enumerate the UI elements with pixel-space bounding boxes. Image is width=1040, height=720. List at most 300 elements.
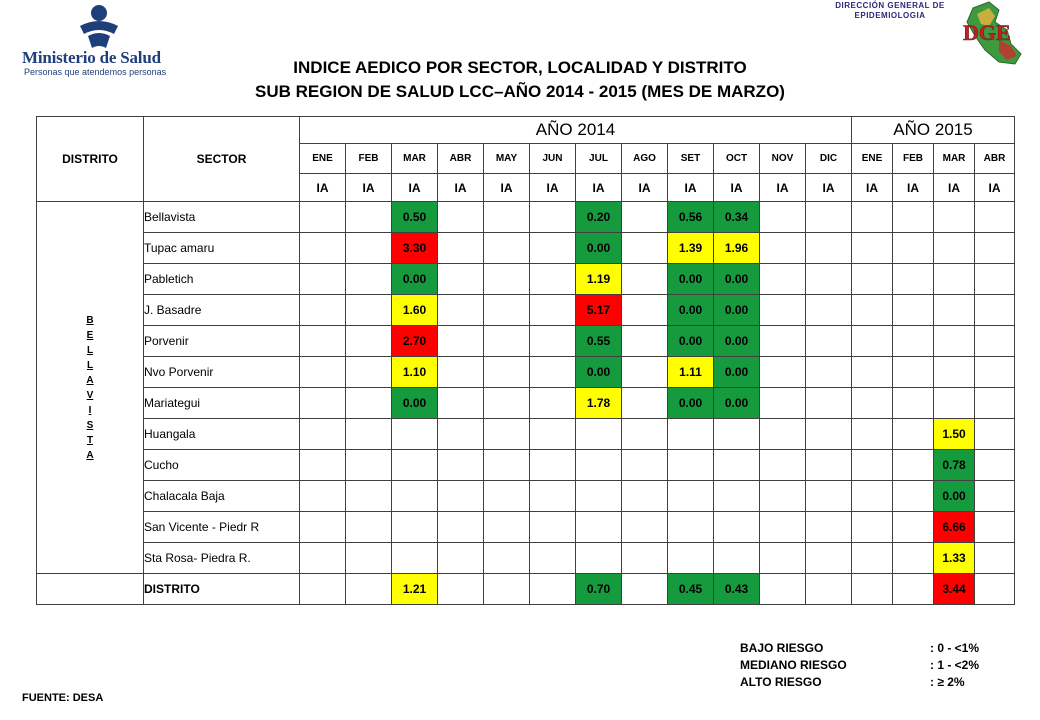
legend-label: ALTO RIESGO xyxy=(740,675,822,689)
ia-header: IA xyxy=(346,174,392,202)
sector-name: J. Basadre xyxy=(144,295,300,326)
index-value-cell xyxy=(576,450,622,481)
page-title: INDICE AEDICO POR SECTOR, LOCALIDAD Y DISTRITO xyxy=(293,58,747,77)
index-value-cell xyxy=(576,543,622,574)
ia-header: IA xyxy=(530,174,576,202)
legend-row xyxy=(740,674,979,691)
index-value-cell xyxy=(530,419,576,450)
index-value-cell xyxy=(714,543,760,574)
month-header: MAY xyxy=(484,144,530,174)
index-value-cell xyxy=(934,326,975,357)
index-value-cell xyxy=(668,543,714,574)
index-value-cell xyxy=(668,450,714,481)
index-value-cell xyxy=(346,357,392,388)
legend-row xyxy=(740,640,979,657)
index-value-cell xyxy=(852,388,893,419)
month-header: ABR xyxy=(438,144,484,174)
index-value-cell xyxy=(438,295,484,326)
index-value-cell xyxy=(346,388,392,419)
index-value-cell: 3.44 xyxy=(934,574,975,605)
month-header: FEB xyxy=(893,144,934,174)
index-value-cell xyxy=(893,233,934,264)
month-header: ENE xyxy=(852,144,893,174)
legend-label: MEDIANO RIESGO xyxy=(740,658,847,672)
sector-name: Porvenir xyxy=(144,326,300,357)
table-row xyxy=(37,233,1015,264)
index-value-cell: 2.70 xyxy=(392,326,438,357)
index-value-cell xyxy=(806,295,852,326)
index-value-cell xyxy=(622,481,668,512)
index-value-cell xyxy=(300,202,346,233)
index-value-cell: 6.66 xyxy=(934,512,975,543)
index-value-cell xyxy=(484,264,530,295)
table-row xyxy=(37,326,1015,357)
table-row xyxy=(37,512,1015,543)
index-value-cell xyxy=(300,574,346,605)
table-row xyxy=(37,202,1015,233)
index-value-cell: 0.00 xyxy=(668,295,714,326)
sector-name: Mariategui xyxy=(144,388,300,419)
index-value-cell xyxy=(714,419,760,450)
index-value-cell xyxy=(438,450,484,481)
index-value-cell xyxy=(975,233,1015,264)
index-value-cell xyxy=(760,419,806,450)
index-value-cell xyxy=(438,574,484,605)
index-value-cell xyxy=(760,202,806,233)
index-value-cell xyxy=(893,295,934,326)
index-value-cell xyxy=(760,574,806,605)
index-value-cell xyxy=(622,357,668,388)
index-value-cell xyxy=(438,326,484,357)
index-value-cell xyxy=(392,512,438,543)
index-value-cell xyxy=(893,357,934,388)
district-letter: B xyxy=(86,314,94,326)
district-total-blank xyxy=(37,574,144,605)
index-value-cell xyxy=(530,264,576,295)
index-value-cell xyxy=(530,388,576,419)
index-value-cell xyxy=(622,264,668,295)
index-value-cell xyxy=(622,388,668,419)
index-value-cell: 1.60 xyxy=(392,295,438,326)
month-header: MAR xyxy=(392,144,438,174)
month-header: ABR xyxy=(975,144,1015,174)
ia-header: IA xyxy=(300,174,346,202)
index-value-cell xyxy=(530,512,576,543)
index-value-cell: 0.55 xyxy=(576,326,622,357)
index-value-cell xyxy=(852,264,893,295)
ia-header: IA xyxy=(668,174,714,202)
page-subtitle: SUB REGION DE SALUD LCC–AÑO 2014 - 2015 (MES DE MARZO) xyxy=(255,82,785,101)
index-value-cell xyxy=(852,295,893,326)
ministry-tagline: Personas que atendemos personas xyxy=(24,67,167,77)
month-header: AGO xyxy=(622,144,668,174)
sector-name: Pabletich xyxy=(144,264,300,295)
index-value-cell: 0.00 xyxy=(668,388,714,419)
year-2014-header: AÑO 2014 xyxy=(300,117,852,144)
index-value-cell xyxy=(438,264,484,295)
month-header: MAR xyxy=(934,144,975,174)
index-value-cell xyxy=(346,202,392,233)
index-value-cell xyxy=(806,326,852,357)
index-value-cell xyxy=(760,450,806,481)
index-value-cell xyxy=(714,481,760,512)
index-value-cell xyxy=(300,326,346,357)
index-value-cell xyxy=(622,512,668,543)
sector-name: Sta Rosa- Piedra R. xyxy=(144,543,300,574)
index-value-cell xyxy=(300,512,346,543)
index-value-cell xyxy=(893,512,934,543)
index-value-cell: 0.45 xyxy=(668,574,714,605)
district-letter: A xyxy=(86,374,94,386)
month-header: NOV xyxy=(760,144,806,174)
index-value-cell xyxy=(346,512,392,543)
index-value-cell xyxy=(934,202,975,233)
index-value-cell xyxy=(530,450,576,481)
index-value-cell xyxy=(934,264,975,295)
index-value-cell xyxy=(530,574,576,605)
index-value-cell xyxy=(760,512,806,543)
index-value-cell xyxy=(346,326,392,357)
index-value-cell: 0.56 xyxy=(668,202,714,233)
index-value-cell xyxy=(484,481,530,512)
index-value-cell xyxy=(438,202,484,233)
index-value-cell: 0.00 xyxy=(714,388,760,419)
index-value-cell: 0.00 xyxy=(668,264,714,295)
index-value-cell xyxy=(346,295,392,326)
index-value-cell: 1.96 xyxy=(714,233,760,264)
index-value-cell xyxy=(668,419,714,450)
index-value-cell xyxy=(300,419,346,450)
index-value-cell xyxy=(852,419,893,450)
index-value-cell: 1.50 xyxy=(934,419,975,450)
index-value-cell xyxy=(760,233,806,264)
index-value-cell xyxy=(714,512,760,543)
ia-header: IA xyxy=(392,174,438,202)
table-row xyxy=(37,481,1015,512)
index-value-cell xyxy=(346,264,392,295)
table-row xyxy=(37,264,1015,295)
index-value-cell xyxy=(806,419,852,450)
index-value-cell: 0.50 xyxy=(392,202,438,233)
ia-header: IA xyxy=(934,174,975,202)
district-name-vertical xyxy=(37,202,144,574)
index-value-cell xyxy=(622,574,668,605)
index-value-cell xyxy=(975,326,1015,357)
month-header: SET xyxy=(668,144,714,174)
ia-header: IA xyxy=(893,174,934,202)
index-value-cell xyxy=(852,450,893,481)
index-value-cell: 0.00 xyxy=(392,388,438,419)
ia-header: IA xyxy=(576,174,622,202)
dge-mark-text: DGE xyxy=(963,20,1011,45)
index-value-cell xyxy=(484,543,530,574)
month-header: DIC xyxy=(806,144,852,174)
index-value-cell xyxy=(300,357,346,388)
index-value-cell xyxy=(438,512,484,543)
district-letter: I xyxy=(88,404,92,416)
index-value-cell xyxy=(438,419,484,450)
index-value-cell xyxy=(530,295,576,326)
index-value-cell xyxy=(975,202,1015,233)
index-value-cell xyxy=(346,481,392,512)
index-value-cell xyxy=(622,419,668,450)
index-value-cell xyxy=(622,233,668,264)
index-value-cell xyxy=(622,450,668,481)
index-value-cell xyxy=(346,450,392,481)
index-value-cell xyxy=(975,388,1015,419)
index-value-cell xyxy=(975,264,1015,295)
index-value-cell: 1.10 xyxy=(392,357,438,388)
index-value-cell xyxy=(530,481,576,512)
index-value-cell xyxy=(852,574,893,605)
ia-header: IA xyxy=(975,174,1015,202)
district-letter: T xyxy=(86,434,94,446)
district-letter: A xyxy=(86,449,94,461)
index-value-cell: 5.17 xyxy=(576,295,622,326)
index-value-cell xyxy=(484,574,530,605)
index-value-cell xyxy=(806,481,852,512)
index-value-cell xyxy=(893,574,934,605)
index-value-cell xyxy=(760,357,806,388)
index-value-cell: 0.00 xyxy=(714,326,760,357)
table-row xyxy=(37,357,1015,388)
index-value-cell xyxy=(893,419,934,450)
index-value-cell xyxy=(622,543,668,574)
index-value-cell: 0.70 xyxy=(576,574,622,605)
index-value-cell xyxy=(346,543,392,574)
sector-name: Cucho xyxy=(144,450,300,481)
index-value-cell xyxy=(760,481,806,512)
index-value-cell xyxy=(806,450,852,481)
index-value-cell xyxy=(392,419,438,450)
index-value-cell xyxy=(893,481,934,512)
index-value-cell xyxy=(975,450,1015,481)
index-value-cell xyxy=(893,543,934,574)
index-value-cell xyxy=(934,233,975,264)
index-value-cell xyxy=(975,543,1015,574)
index-value-cell xyxy=(392,543,438,574)
dge-caption-line2: EPIDEMIOLOGIA xyxy=(854,11,926,20)
index-value-cell xyxy=(484,419,530,450)
ia-header: IA xyxy=(806,174,852,202)
month-header: FEB xyxy=(346,144,392,174)
index-value-cell xyxy=(576,512,622,543)
index-value-cell xyxy=(346,419,392,450)
index-value-cell xyxy=(484,450,530,481)
index-value-cell: 0.00 xyxy=(668,326,714,357)
month-header: OCT xyxy=(714,144,760,174)
ia-header: IA xyxy=(760,174,806,202)
index-value-cell xyxy=(893,450,934,481)
index-value-cell xyxy=(852,233,893,264)
index-value-cell xyxy=(975,512,1015,543)
district-total-label: DISTRITO xyxy=(144,574,300,605)
index-value-cell: 0.00 xyxy=(576,233,622,264)
index-value-cell: 0.00 xyxy=(714,295,760,326)
index-value-cell: 1.11 xyxy=(668,357,714,388)
legend-range: : 1 - <2% xyxy=(930,658,980,672)
index-value-cell xyxy=(975,295,1015,326)
index-value-cell xyxy=(346,574,392,605)
index-value-cell xyxy=(893,326,934,357)
index-value-cell xyxy=(300,264,346,295)
index-value-cell xyxy=(893,264,934,295)
index-value-cell xyxy=(300,543,346,574)
index-value-cell xyxy=(760,264,806,295)
sector-name: Huangala xyxy=(144,419,300,450)
index-value-cell xyxy=(934,357,975,388)
index-value-cell xyxy=(484,202,530,233)
index-value-cell xyxy=(975,574,1015,605)
sector-column-header: SECTOR xyxy=(144,117,300,202)
legend-range: : ≥ 2% xyxy=(930,675,965,689)
table-row xyxy=(37,574,1015,605)
index-value-cell xyxy=(668,481,714,512)
index-value-cell xyxy=(934,388,975,419)
district-letter: L xyxy=(86,344,94,356)
month-header: ENE xyxy=(300,144,346,174)
index-value-cell xyxy=(934,295,975,326)
index-value-cell xyxy=(975,481,1015,512)
month-header: JUL xyxy=(576,144,622,174)
year-2015-header: AÑO 2015 xyxy=(852,117,1015,144)
index-value-cell xyxy=(576,481,622,512)
district-column-header: DISTRITO xyxy=(37,117,144,202)
index-value-cell: 0.00 xyxy=(934,481,975,512)
dge-caption-line1: DIRECCIÓN GENERAL DE xyxy=(835,1,945,10)
person-figure-icon xyxy=(76,4,122,50)
index-value-cell xyxy=(530,326,576,357)
index-value-cell xyxy=(484,388,530,419)
dge-caption xyxy=(828,1,952,21)
index-value-cell xyxy=(806,543,852,574)
index-value-cell xyxy=(300,481,346,512)
index-value-cell xyxy=(438,388,484,419)
index-value-cell: 1.39 xyxy=(668,233,714,264)
index-value-cell xyxy=(300,233,346,264)
index-value-cell xyxy=(975,419,1015,450)
index-value-cell xyxy=(714,450,760,481)
index-value-cell xyxy=(806,264,852,295)
index-value-cell xyxy=(622,295,668,326)
index-value-cell: 1.19 xyxy=(576,264,622,295)
legend-range: : 0 - <1% xyxy=(930,641,980,655)
index-value-cell xyxy=(530,202,576,233)
index-value-cell: 0.00 xyxy=(714,264,760,295)
legend-label: BAJO RIESGO xyxy=(740,641,824,655)
index-value-cell xyxy=(806,233,852,264)
index-value-cell xyxy=(438,233,484,264)
index-value-cell: 0.00 xyxy=(576,357,622,388)
ia-header: IA xyxy=(622,174,668,202)
aedic-index-table xyxy=(36,116,1015,605)
table-row xyxy=(37,450,1015,481)
index-value-cell: 1.21 xyxy=(392,574,438,605)
index-value-cell xyxy=(438,481,484,512)
ia-header: IA xyxy=(438,174,484,202)
index-value-cell xyxy=(852,512,893,543)
index-value-cell xyxy=(300,450,346,481)
index-value-cell xyxy=(806,202,852,233)
index-value-cell xyxy=(852,357,893,388)
index-value-cell xyxy=(760,295,806,326)
index-value-cell xyxy=(300,388,346,419)
index-value-cell xyxy=(300,295,346,326)
index-value-cell xyxy=(852,202,893,233)
index-value-cell xyxy=(484,326,530,357)
table-row xyxy=(37,419,1015,450)
index-value-cell xyxy=(806,512,852,543)
index-value-cell xyxy=(852,543,893,574)
legend-row xyxy=(740,657,979,674)
ministry-name: Ministerio de Salud xyxy=(22,48,161,67)
risk-legend xyxy=(740,640,979,691)
index-value-cell: 0.43 xyxy=(714,574,760,605)
index-value-cell xyxy=(806,388,852,419)
sector-name: Chalacala Baja xyxy=(144,481,300,512)
sector-name: San Vicente - Piedr R xyxy=(144,512,300,543)
sector-name: Bellavista xyxy=(144,202,300,233)
index-value-cell xyxy=(438,543,484,574)
index-value-cell xyxy=(438,357,484,388)
ia-header: IA xyxy=(852,174,893,202)
index-value-cell xyxy=(392,450,438,481)
index-value-cell xyxy=(622,326,668,357)
district-letter: L xyxy=(86,359,94,371)
table-row xyxy=(37,295,1015,326)
index-value-cell xyxy=(622,202,668,233)
index-value-cell xyxy=(484,357,530,388)
index-value-cell xyxy=(530,233,576,264)
sector-name: Tupac amaru xyxy=(144,233,300,264)
index-value-cell xyxy=(484,295,530,326)
index-value-cell xyxy=(893,202,934,233)
district-letter: E xyxy=(86,329,94,341)
index-value-cell: 0.20 xyxy=(576,202,622,233)
table-row xyxy=(37,388,1015,419)
table-row xyxy=(37,543,1015,574)
source-note: FUENTE: DESA xyxy=(22,692,104,704)
index-value-cell xyxy=(760,388,806,419)
index-value-cell: 1.78 xyxy=(576,388,622,419)
index-value-cell: 0.00 xyxy=(714,357,760,388)
index-value-cell xyxy=(346,233,392,264)
index-value-cell xyxy=(760,326,806,357)
index-value-cell xyxy=(806,357,852,388)
index-value-cell: 0.78 xyxy=(934,450,975,481)
index-value-cell xyxy=(530,357,576,388)
district-letter: V xyxy=(86,389,94,401)
index-value-cell xyxy=(668,512,714,543)
index-value-cell xyxy=(484,512,530,543)
district-letter: S xyxy=(86,419,94,431)
index-value-cell xyxy=(484,233,530,264)
index-value-cell xyxy=(392,481,438,512)
index-value-cell xyxy=(852,326,893,357)
index-value-cell: 3.30 xyxy=(392,233,438,264)
index-value-cell xyxy=(760,543,806,574)
index-value-cell: 0.34 xyxy=(714,202,760,233)
index-value-cell xyxy=(975,357,1015,388)
ia-header: IA xyxy=(714,174,760,202)
index-value-cell xyxy=(576,419,622,450)
index-value-cell xyxy=(530,543,576,574)
index-value-cell: 1.33 xyxy=(934,543,975,574)
month-header: JUN xyxy=(530,144,576,174)
index-value-cell xyxy=(852,481,893,512)
index-value-cell xyxy=(893,388,934,419)
ia-header: IA xyxy=(484,174,530,202)
